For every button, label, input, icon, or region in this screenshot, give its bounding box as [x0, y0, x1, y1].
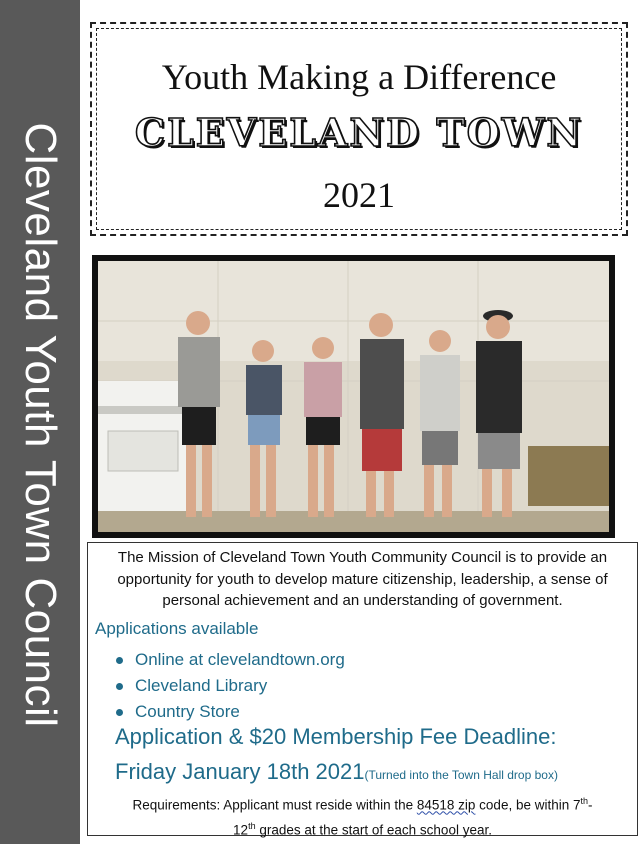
mission-box [87, 542, 638, 836]
year: 2021 [323, 175, 395, 215]
title-box [90, 22, 628, 236]
sidebar-banner [0, 0, 80, 844]
deadline-date-text: Friday January 18th 2021 [115, 759, 365, 784]
applications-list [116, 647, 345, 725]
sidebar-title: Cleveland Youth Town Council [16, 122, 65, 728]
list-item [116, 699, 345, 725]
requirements-text: - [588, 797, 593, 813]
group-photo [92, 255, 615, 538]
requirements-text: Requirements: Applicant must reside within the [132, 797, 417, 813]
requirements-text: grades at the start of each school year. [255, 822, 492, 837]
deadline-date [115, 759, 558, 785]
town-name: CLEVELAND TOWN [134, 110, 584, 155]
list-item [116, 647, 345, 673]
ordinal-suffix: th [248, 820, 256, 831]
ordinal-suffix: th [580, 796, 589, 806]
zip-code: 84518 zip [416, 797, 476, 813]
bullet-icon [116, 657, 123, 664]
bullet-icon [116, 683, 123, 690]
requirements [100, 791, 625, 840]
list-item-label: Cleveland Library [135, 676, 268, 695]
list-item-label: Country Store [135, 702, 240, 721]
group-photo-image [98, 261, 609, 532]
deadline-heading: Application & $20 Membership Fee Deadline: [115, 724, 557, 749]
list-item [116, 673, 345, 699]
bullet-icon [116, 709, 123, 716]
requirements-text: 12 [233, 822, 249, 837]
mission-statement: The Mission of Cleveland Town Youth Community Council is to provide an opportunity for youth to develop mature citizenship, leadership, a sense of personal achievement and an understanding of government. [117, 549, 608, 609]
headline: Youth Making a Difference [161, 57, 557, 97]
requirements-text: code, be within 7 [475, 797, 581, 813]
list-item-label: Online at clevelandtown.org [135, 650, 345, 669]
applications-heading: Applications available [95, 619, 259, 638]
deadline-note: (Turned into the Town Hall drop box) [364, 768, 558, 782]
